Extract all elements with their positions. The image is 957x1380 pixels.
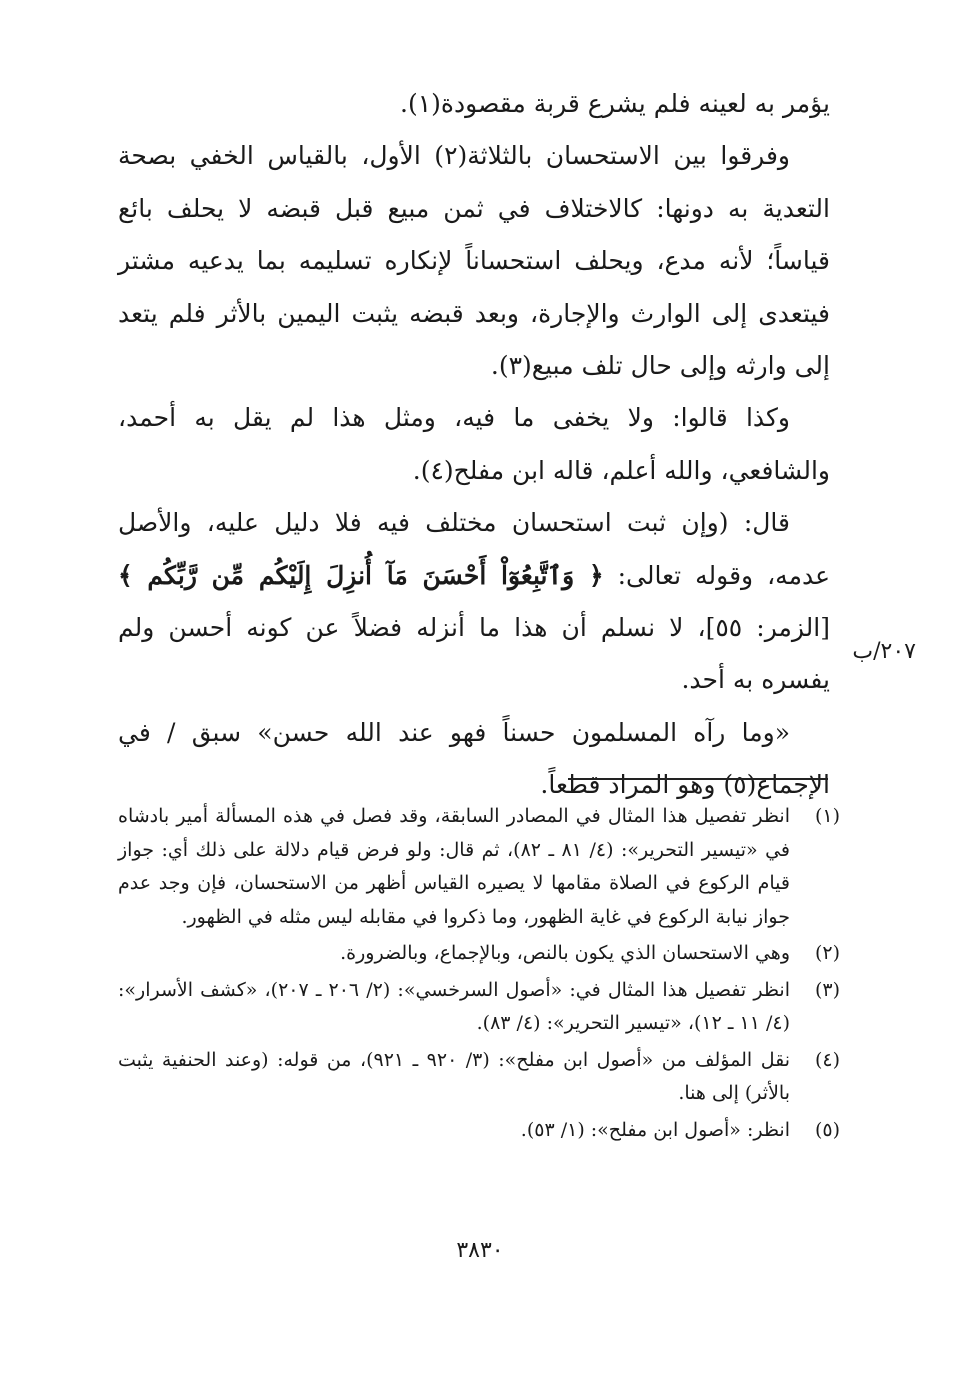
footnote-number: (٣)	[814, 978, 840, 1001]
quran-verse: ﴿ وَٱتَّبِعُوٓاْ أَحْسَنَ مَآ أُنزِلَ إِلَيْكُم مِّن رَّبِّكُم ﴾	[118, 560, 604, 590]
footnote-4	[118, 1044, 840, 1111]
footnote-number: (٤)	[814, 1048, 840, 1071]
paragraph-4	[118, 497, 830, 707]
footnote-number: (٢)	[814, 942, 840, 964]
footnote-3	[118, 974, 840, 1041]
footnote-text: وهي الاستحسان الذي يكون بالنص، وبالإجماع، وبالضرورة.	[340, 942, 790, 964]
footnote-number: (٥)	[814, 1118, 840, 1141]
footnote-1	[118, 800, 840, 934]
footnote-number: (١)	[814, 805, 840, 827]
paragraph-5: «وما رآه المسلمون حسناً فهو عند الله حسن» سبق / في الإجماع(٥) وهو المراد قطعاً.	[118, 717, 830, 800]
footnote-text: انظر: «أصول ابن مفلح»: (١/ ٥٣).	[520, 1118, 790, 1141]
footnote-separator	[568, 778, 828, 780]
footnotes	[118, 800, 840, 1150]
manuscript-folio-note: ٢٠٧/ب	[852, 639, 916, 664]
footnote-text: نقل المؤلف من «أصول ابن مفلح»: (٣/ ٩٢٠ ـ ٩٢١)، من قوله: (وعند الحنفية يثبت بالأثر) إلى هنا.	[118, 1048, 790, 1104]
footnote-text: انظر تفصيل هذا المثال في: «أصول السرخسي»: (٢/ ٢٠٦ ـ ٢٠٧)، «كشف الأسرار»: (٤/ ١١ ـ ١٢)، «تيسير التحرير»: (٤/ ٨٣).	[118, 978, 790, 1034]
main-text	[118, 78, 830, 812]
paragraph-3: وكذا قالوا: ولا يخفى ما فيه، ومثل هذا لم يقل به أحمد، والشافعي، والله أعلم، قاله ابن مفلح(٤).	[118, 403, 830, 485]
page-number: ٣٨٣٠	[456, 1238, 504, 1263]
footnote-5	[118, 1114, 840, 1148]
paragraph-4-after: [الزمر: ٥٥]، لا نسلم أن هذا ما أنزله فضلاً عن كونه أحسن ولم يفسره به أحد.	[118, 613, 831, 695]
paragraph-1: يؤمر به لعينه فلم يشرع قربة مقصودة(١).	[400, 89, 830, 118]
paragraph-2: وفرقوا بين الاستحسان بالثلاثة(٢) الأول، بالقياس الخفي بصحة التعدية به دونها: كالاختلاف في ثمن مبيع قبل قبضه لا يحلف بائع قياساً؛ لأنه مدع، ويحلف استحساناً لإنكاره تسليمه بما يدعيه مشتر فيتعدى إلى الوارث والإجارة، وبعد قبضه يثبت اليمين بالأثر فلم يتعد إلى وارثه وإلى حال تلف مبيع(٣).	[118, 141, 830, 381]
paragraph-4-before: قال: (وإن ثبت استحسان مختلف فيه فلا دليل عليه، والأصل عدمه، وقوله تعالى:	[118, 508, 830, 590]
footnote-2	[118, 937, 840, 971]
footnote-text: انظر تفصيل هذا المثال في المصادر السابقة، وقد فصل في هذه المسألة أمير بادشاه في «تيسير التحرير»: (٤/ ٨١ ـ ٨٢)، ثم قال: ولو فرض قيام دلالة على ذلك أي: جواز قيام الركوع في الصلاة مقامها لا يصيره القياس أظهر من الاستحسان، فإن وجد عدم جواز نيابة الركوع في غاية الظهور، وما ذكروا في مقابله ليس مثله في الظهور.	[118, 805, 791, 928]
